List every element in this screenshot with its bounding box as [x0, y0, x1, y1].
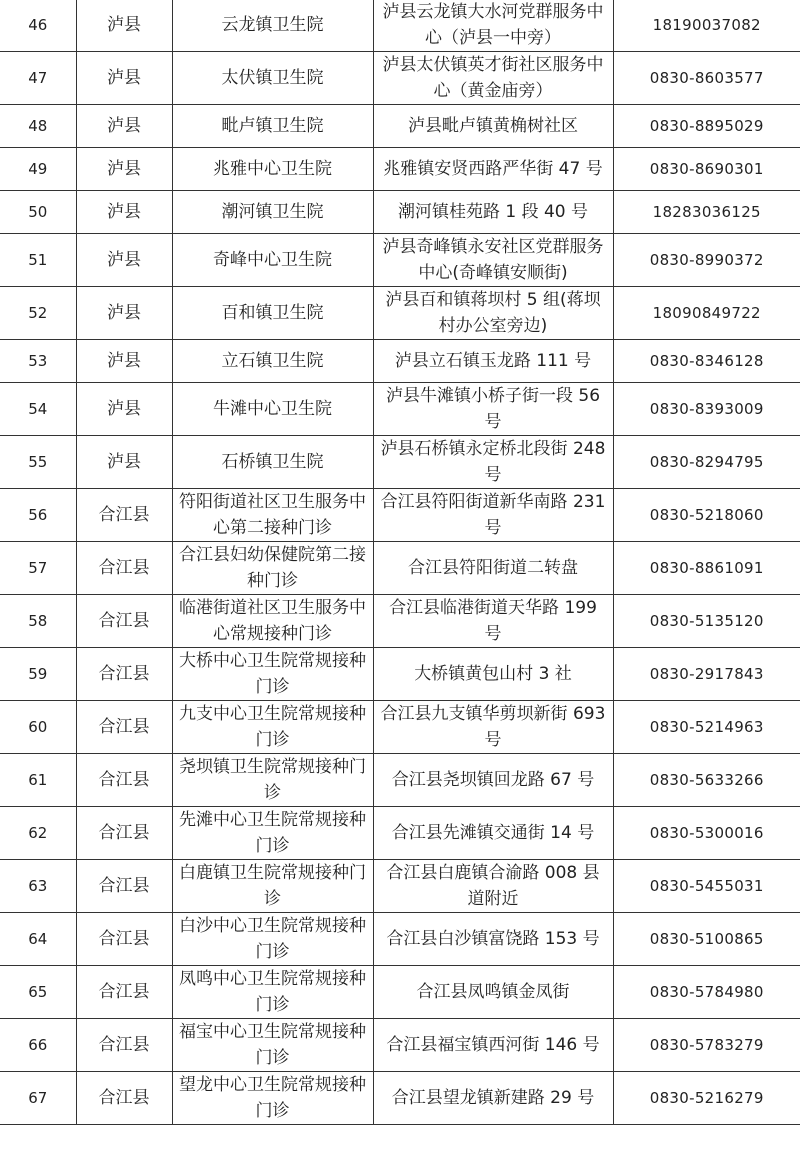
- address-cell: 合江县凤鸣镇金凤街: [373, 966, 613, 1019]
- clinic-name-cell: 望龙中心卫生院常规接种门诊: [172, 1072, 373, 1125]
- clinic-name-cell: 潮河镇卫生院: [172, 191, 373, 234]
- county-cell: 泸县: [76, 0, 172, 52]
- table-row: [0, 105, 800, 148]
- clinic-name-cell: 凤鸣中心卫生院常规接种门诊: [172, 966, 373, 1019]
- table-row: [0, 1019, 800, 1072]
- address-cell: 泸县云龙镇大水河党群服务中心（泸县一中旁）: [373, 0, 613, 52]
- table-row: [0, 648, 800, 701]
- clinic-name-cell: 立石镇卫生院: [172, 340, 373, 383]
- phone-cell: 18283036125: [613, 191, 800, 234]
- table-row: [0, 1072, 800, 1125]
- table-row: [0, 234, 800, 287]
- table-row: [0, 383, 800, 436]
- row-number: 60: [0, 701, 76, 754]
- clinic-name-cell: 太伏镇卫生院: [172, 52, 373, 105]
- county-cell: 合江县: [76, 807, 172, 860]
- row-number: 50: [0, 191, 76, 234]
- clinic-name-cell: 尧坝镇卫生院常规接种门诊: [172, 754, 373, 807]
- row-number: 67: [0, 1072, 76, 1125]
- phone-cell: 0830-5784980: [613, 966, 800, 1019]
- table-row: [0, 148, 800, 191]
- address-cell: 合江县白鹿镇合渝路 008 县道附近: [373, 860, 613, 913]
- row-number: 61: [0, 754, 76, 807]
- address-cell: 合江县符阳街道二转盘: [373, 542, 613, 595]
- clinic-name-cell: 云龙镇卫生院: [172, 0, 373, 52]
- county-cell: 合江县: [76, 1019, 172, 1072]
- phone-cell: 0830-5633266: [613, 754, 800, 807]
- address-cell: 合江县福宝镇西河街 146 号: [373, 1019, 613, 1072]
- address-cell: 泸县太伏镇英才街社区服务中心（黄金庙旁）: [373, 52, 613, 105]
- address-cell: 合江县九支镇华剪坝新街 693 号: [373, 701, 613, 754]
- county-cell: 合江县: [76, 913, 172, 966]
- county-cell: 泸县: [76, 340, 172, 383]
- phone-cell: 0830-5783279: [613, 1019, 800, 1072]
- table-row: [0, 860, 800, 913]
- phone-cell: 18190037082: [613, 0, 800, 52]
- clinic-name-cell: 九支中心卫生院常规接种门诊: [172, 701, 373, 754]
- table-row: [0, 340, 800, 383]
- county-cell: 泸县: [76, 148, 172, 191]
- address-cell: 合江县白沙镇富饶路 153 号: [373, 913, 613, 966]
- clinic-name-cell: 白鹿镇卫生院常规接种门诊: [172, 860, 373, 913]
- phone-cell: 0830-8603577: [613, 52, 800, 105]
- table-row: [0, 191, 800, 234]
- phone-cell: 0830-5218060: [613, 489, 800, 542]
- address-cell: 合江县尧坝镇回龙路 67 号: [373, 754, 613, 807]
- table-row: [0, 489, 800, 542]
- county-cell: 合江县: [76, 595, 172, 648]
- address-cell: 泸县百和镇蒋坝村 5 组(蒋坝村办公室旁边): [373, 287, 613, 340]
- phone-cell: 0830-8294795: [613, 436, 800, 489]
- row-number: 56: [0, 489, 76, 542]
- county-cell: 合江县: [76, 860, 172, 913]
- table-row: [0, 966, 800, 1019]
- phone-cell: 0830-8393009: [613, 383, 800, 436]
- table-row: [0, 287, 800, 340]
- table-row: [0, 542, 800, 595]
- address-cell: 合江县望龙镇新建路 29 号: [373, 1072, 613, 1125]
- county-cell: 泸县: [76, 287, 172, 340]
- clinic-name-cell: 符阳街道社区卫生服务中心第二接种门诊: [172, 489, 373, 542]
- address-cell: 潮河镇桂苑路 1 段 40 号: [373, 191, 613, 234]
- row-number: 65: [0, 966, 76, 1019]
- row-number: 52: [0, 287, 76, 340]
- row-number: 57: [0, 542, 76, 595]
- row-number: 58: [0, 595, 76, 648]
- address-cell: 合江县临港街道天华路 199 号: [373, 595, 613, 648]
- clinic-name-cell: 临港街道社区卫生服务中心常规接种门诊: [172, 595, 373, 648]
- phone-cell: 0830-5455031: [613, 860, 800, 913]
- county-cell: 合江县: [76, 489, 172, 542]
- address-cell: 大桥镇黄包山村 3 社: [373, 648, 613, 701]
- county-cell: 合江县: [76, 966, 172, 1019]
- clinic-name-cell: 福宝中心卫生院常规接种门诊: [172, 1019, 373, 1072]
- table-row: [0, 595, 800, 648]
- row-number: 62: [0, 807, 76, 860]
- county-cell: 泸县: [76, 234, 172, 287]
- address-cell: 泸县石桥镇永定桥北段街 248 号: [373, 436, 613, 489]
- table-row: [0, 436, 800, 489]
- row-number: 64: [0, 913, 76, 966]
- phone-cell: 0830-5214963: [613, 701, 800, 754]
- address-cell: 泸县立石镇玉龙路 111 号: [373, 340, 613, 383]
- county-cell: 泸县: [76, 52, 172, 105]
- clinic-name-cell: 毗卢镇卫生院: [172, 105, 373, 148]
- table-row: [0, 701, 800, 754]
- address-cell: 兆雅镇安贤西路严华街 47 号: [373, 148, 613, 191]
- county-cell: 合江县: [76, 1072, 172, 1125]
- row-number: 55: [0, 436, 76, 489]
- clinic-name-cell: 百和镇卫生院: [172, 287, 373, 340]
- phone-cell: 0830-2917843: [613, 648, 800, 701]
- phone-cell: 18090849722: [613, 287, 800, 340]
- clinic-name-cell: 合江县妇幼保健院第二接种门诊: [172, 542, 373, 595]
- clinic-name-cell: 白沙中心卫生院常规接种门诊: [172, 913, 373, 966]
- phone-cell: 0830-5135120: [613, 595, 800, 648]
- clinic-name-cell: 兆雅中心卫生院: [172, 148, 373, 191]
- phone-cell: 0830-8895029: [613, 105, 800, 148]
- table-row: [0, 0, 800, 52]
- county-cell: 合江县: [76, 542, 172, 595]
- county-cell: 合江县: [76, 754, 172, 807]
- row-number: 53: [0, 340, 76, 383]
- table-row: [0, 52, 800, 105]
- county-cell: 合江县: [76, 648, 172, 701]
- row-number: 49: [0, 148, 76, 191]
- table-row: [0, 754, 800, 807]
- address-cell: 泸县牛滩镇小桥子街一段 56 号: [373, 383, 613, 436]
- row-number: 54: [0, 383, 76, 436]
- county-cell: 合江县: [76, 701, 172, 754]
- phone-cell: 0830-8690301: [613, 148, 800, 191]
- phone-cell: 0830-5300016: [613, 807, 800, 860]
- row-number: 48: [0, 105, 76, 148]
- county-cell: 泸县: [76, 436, 172, 489]
- county-cell: 泸县: [76, 105, 172, 148]
- table-row: [0, 913, 800, 966]
- clinic-name-cell: 先滩中心卫生院常规接种门诊: [172, 807, 373, 860]
- county-cell: 泸县: [76, 191, 172, 234]
- table-row: [0, 807, 800, 860]
- address-cell: 合江县先滩镇交通街 14 号: [373, 807, 613, 860]
- row-number: 66: [0, 1019, 76, 1072]
- phone-cell: 0830-8861091: [613, 542, 800, 595]
- clinic-name-cell: 奇峰中心卫生院: [172, 234, 373, 287]
- address-cell: 泸县毗卢镇黄桷树社区: [373, 105, 613, 148]
- clinic-name-cell: 石桥镇卫生院: [172, 436, 373, 489]
- row-number: 63: [0, 860, 76, 913]
- clinic-name-cell: 大桥中心卫生院常规接种门诊: [172, 648, 373, 701]
- address-cell: 合江县符阳街道新华南路 231 号: [373, 489, 613, 542]
- row-number: 51: [0, 234, 76, 287]
- phone-cell: 0830-5216279: [613, 1072, 800, 1125]
- clinic-name-cell: 牛滩中心卫生院: [172, 383, 373, 436]
- phone-cell: 0830-8346128: [613, 340, 800, 383]
- county-cell: 泸县: [76, 383, 172, 436]
- phone-cell: 0830-5100865: [613, 913, 800, 966]
- row-number: 47: [0, 52, 76, 105]
- row-number: 46: [0, 0, 76, 52]
- phone-cell: 0830-8990372: [613, 234, 800, 287]
- address-cell: 泸县奇峰镇永安社区党群服务中心(奇峰镇安顺街): [373, 234, 613, 287]
- row-number: 59: [0, 648, 76, 701]
